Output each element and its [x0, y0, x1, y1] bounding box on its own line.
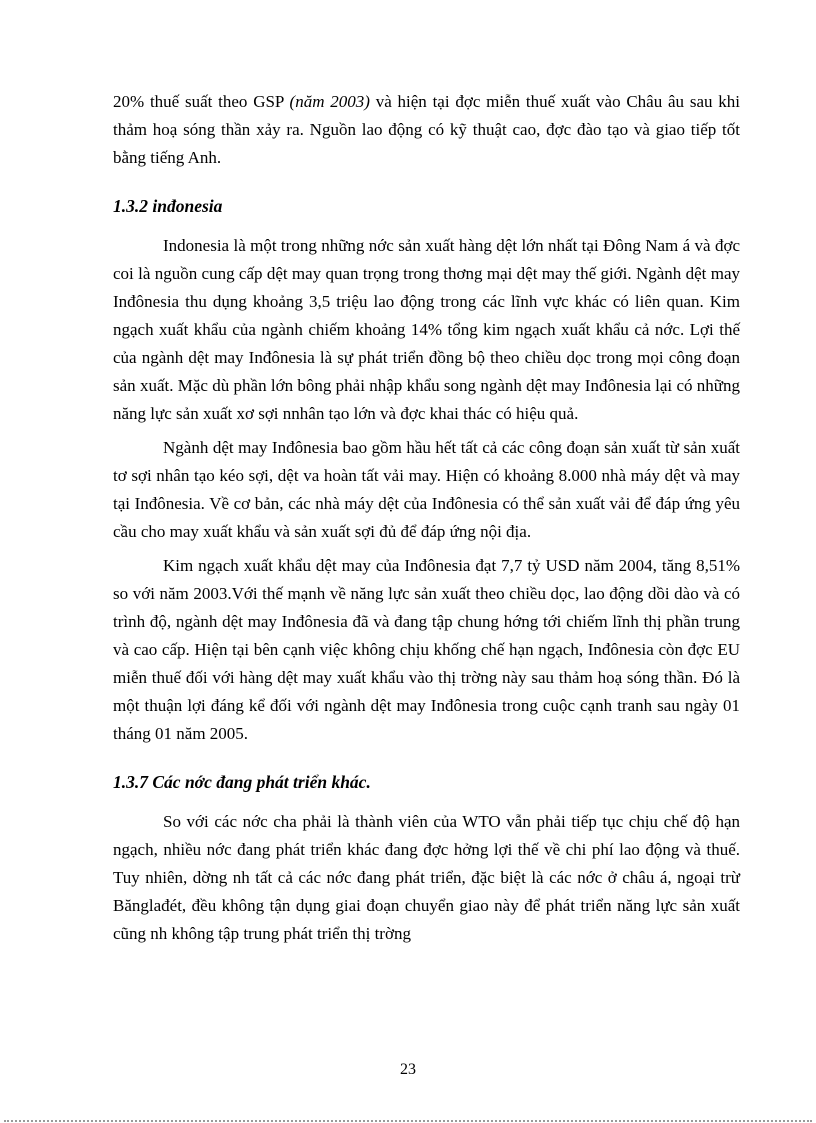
paragraph-indonesia-overview: Indonesia là một trong những nớc sản xuất hàng dệt lớn nhất tại Đông Nam á và đợc coi là nguồn cung cấp dệt may quan trọng trong thơng mại dệt may thế giới. Ngành dệt may Inđônesia thu dụng khoảng 3,5 triệu lao động trong các lĩnh vực khác có liên quan. Kim ngạch xuất khẩu của ngành chiếm khoảng 14% tổng kim ngạch xuất khẩu cả nớc. Lợi thế của ngành dệt may Inđônesia là sự phát triển đồng bộ theo chiều dọc trong mọi công đoạn sản xuất. Mặc dù phần lớn bông phải nhập khẩu song ngành dệt may Inđônesia lại có những năng lực sản xuất xơ sợi nnhân tạo lớn và đợc khai thác có hiệu quả.: [113, 236, 740, 423]
paragraph-gsp-continuation: [113, 88, 740, 172]
gsp-year-italic: (năm 2003): [289, 92, 370, 111]
gsp-text-after: và hiện tại đợc miễn thuế xuất vào Châu âu sau khi thảm hoạ sóng thần xảy ra. Nguồn lao động có kỹ thuật cao, đợc đào tạo và giao tiếp tốt bằng tiếng Anh.: [113, 92, 740, 167]
gsp-text-before: 20% thuế suất theo GSP: [113, 92, 290, 111]
page-footer: [0, 1061, 816, 1079]
paragraph-indonesia-export-value: Kim ngạch xuất khẩu dệt may của Inđônesia đạt 7,7 tỷ USD năm 2004, tăng 8,51% so với năm 2003.Với thế mạnh về năng lực sản xuất theo chiều dọc, lao động dồi dào và có trình độ, ngành dệt may Inđônesia đã và đang tập chung hớng tới chiếm lĩnh thị phần trung và cao cấp. Hiện tại bên cạnh việc không chịu khống chế hạn ngạch, Inđônesia còn đợc EU miễn thuế đối với hàng dệt may xuất khẩu vào thị trờng này sau thảm hoạ sóng thần. Đó là một thuận lợi đáng kể đối với ngành dệt may Inđônesia trong cuộc cạnh tranh sau ngày 01 tháng 01 năm 2005.: [113, 556, 740, 743]
heading-1-3-2-indonesia: 1.3.2 inđonesia: [113, 196, 223, 216]
paragraph-other-developing-countries: So với các nớc cha phải là thành viên của WTO vẫn phải tiếp tục chịu chế độ hạn ngạch, nhiều nớc đang phát triển khác đang đợc hởng lợi thế về chi phí lao động và thuế. Tuy nhiên, dờng nh tất cả các nớc đang phát triển, đặc biệt là các nớc ở châu á, ngoại trừ Bănglađét, đều không tận dụng giai đoạn chuyển giao này để phát triển năng lực sản xuất cũng nh không tập trung phát triển thị trờng: [113, 812, 740, 943]
heading-1-3-7-other-developing-countries: 1.3.7 Các nớc đang phát triển khác.: [113, 772, 371, 792]
paragraph-indonesia-production-stages: Ngành dệt may Inđônesia bao gồm hầu hết tất cả các công đoạn sản xuất từ sản xuất tơ sợi nhân tạo kéo sợi, dệt va hoàn tất vải may. Hiện có khoảng 8.000 nhà máy dệt và may tại Inđônesia. Về cơ bản, các nhà máy dệt của Inđônesia có thể sản xuất vải để đáp ứng yêu cầu cho may xuất khẩu và sản xuất sợi đủ để đáp ứng nội địa.: [113, 438, 740, 541]
page-number: 23: [400, 1061, 416, 1078]
bottom-dashed-divider: [4, 1120, 812, 1122]
